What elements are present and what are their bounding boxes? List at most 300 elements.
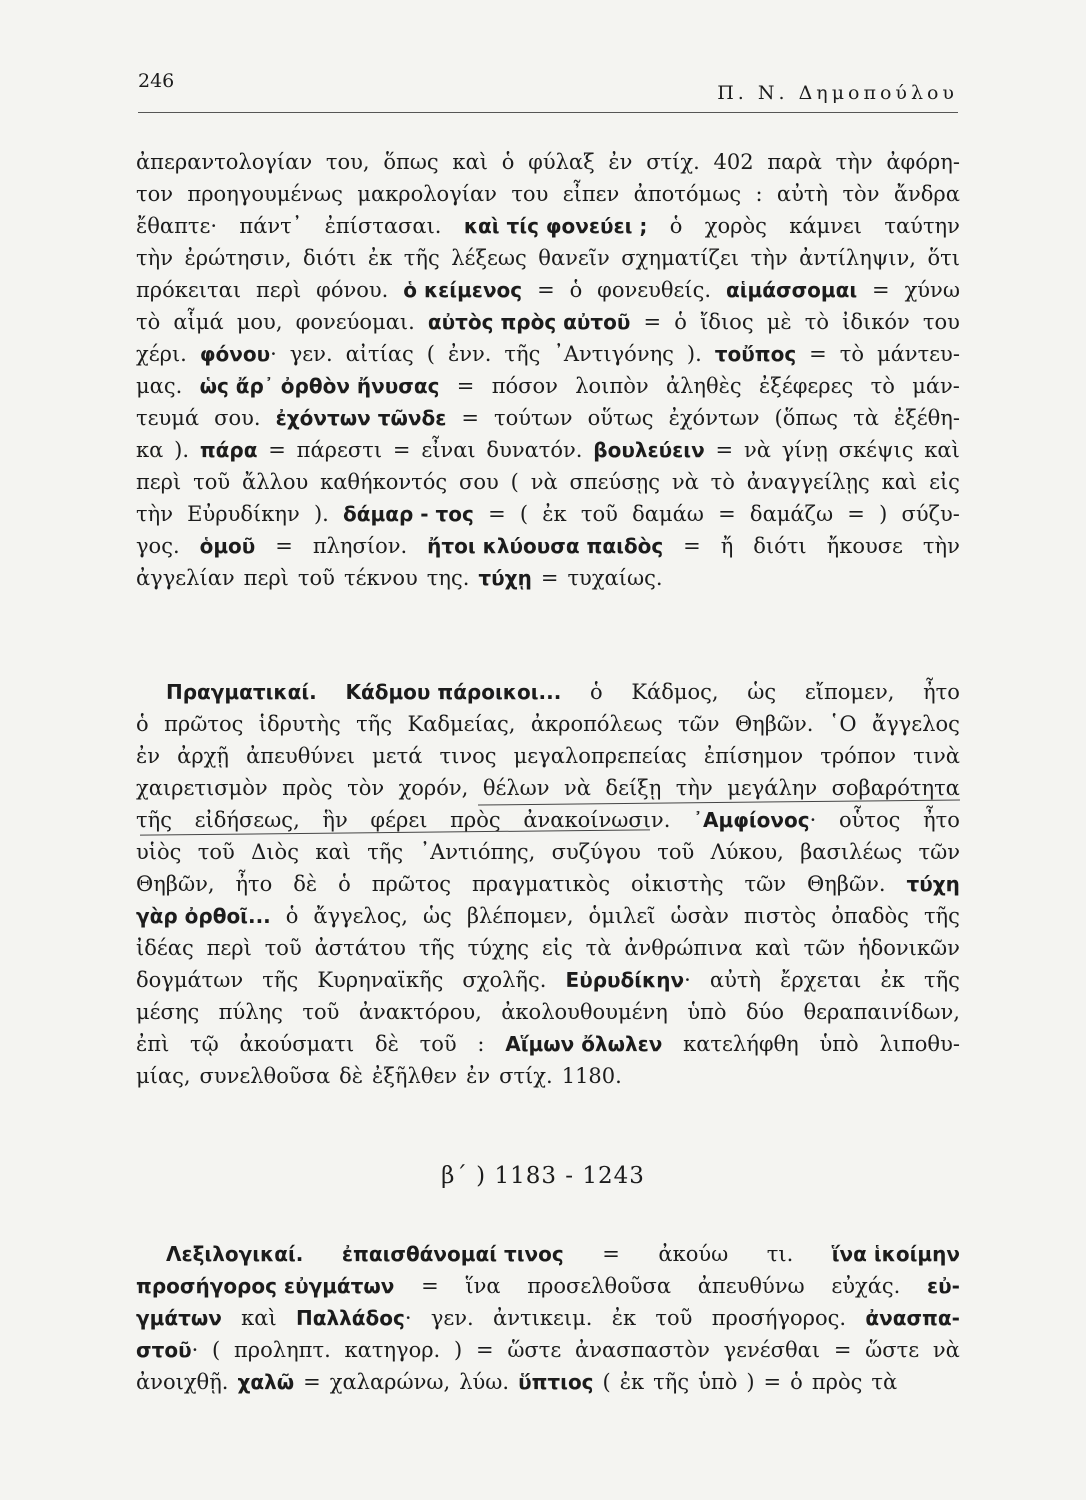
word: = (833, 1338, 852, 1362)
word: ἤτοι κλύουσα παιδὸς (427, 534, 664, 558)
word: δάμαρ - τος (343, 502, 474, 526)
word: ἐξέφερες (759, 374, 854, 398)
word: πρὸς (811, 1370, 863, 1394)
word: της. (426, 566, 470, 590)
word: σου (459, 470, 499, 494)
word: γίνῃ (781, 438, 828, 462)
word: τοῦ (657, 840, 695, 864)
word: προσελθοῦσα (527, 1274, 672, 1298)
word: μας. (136, 374, 183, 398)
word: τυχαίως. (567, 566, 663, 590)
word: τοῦ (193, 470, 231, 494)
word: τοὔπος (714, 342, 797, 366)
word: ἵνα ἱκοίμην (831, 1242, 960, 1266)
text-line (136, 708, 960, 740)
word: κατηγορ. (344, 1338, 441, 1362)
word: εἰς (541, 936, 573, 960)
word: = (872, 278, 890, 302)
word: δείξῃ (605, 776, 662, 800)
word: βλέπομεν, (466, 904, 574, 928)
word: τι. (766, 1242, 794, 1266)
word: στίχ. (499, 1064, 553, 1088)
word: φόνου. (316, 278, 389, 302)
word: ὁ (669, 214, 683, 238)
word: τὴν (750, 246, 788, 270)
word: τὸν (842, 182, 880, 206)
word: ἀρχῇ (177, 744, 229, 768)
word: ἤ (720, 534, 734, 558)
word: σοβαρότητα (831, 776, 960, 800)
word: = (602, 1242, 620, 1266)
word: καὶ (452, 150, 488, 174)
word: προηγουμένως (187, 182, 343, 206)
word: πρῶτος (371, 872, 452, 896)
text-line (136, 1060, 960, 1092)
word: γενέσθαι (723, 1338, 821, 1362)
word: του (511, 182, 549, 206)
word: σχηματίζει (621, 246, 740, 270)
word: ἀνασπα- (865, 1306, 960, 1330)
text-line (136, 210, 960, 242)
paragraph-pragmatikai (136, 676, 960, 1092)
word: Κάδμος, (631, 680, 719, 704)
word: δογμάτων (136, 968, 244, 992)
word: = (475, 1338, 494, 1362)
word: ἀστάτου (314, 936, 406, 960)
word: ἀποτόμως (633, 182, 742, 206)
running-header (138, 68, 958, 113)
word: : (477, 1032, 485, 1056)
word: ὁ (136, 712, 149, 736)
text-line (136, 274, 960, 306)
word: Εὐρυδίκην (187, 502, 300, 526)
word: πάρα (199, 438, 258, 462)
word: τῆς (923, 904, 960, 928)
word: κα (136, 438, 164, 462)
text-line (136, 1334, 960, 1366)
word: μεγαλοπρεπείας (513, 744, 687, 768)
word: δὲ (339, 1064, 364, 1088)
word: ἐχόντων τῶνδε (275, 406, 447, 430)
word: σχολῆς. (462, 968, 547, 992)
word: οὕτως (587, 406, 654, 430)
text-line (136, 932, 960, 964)
word: τρόπον (820, 744, 897, 768)
word: ἱδρυτὴς (258, 712, 341, 736)
word: καὶ (881, 470, 918, 494)
word: ἀντίληψιν, (799, 246, 916, 270)
word: μάν- (912, 374, 960, 398)
word: φονευθείς. (597, 278, 712, 302)
word: τῶν (803, 936, 846, 960)
word: μέσης (136, 1000, 200, 1024)
word: ἐπαισθάνομαί τινος (341, 1242, 564, 1266)
word: (ὅπως (774, 406, 839, 430)
word: καὶ (241, 1306, 277, 1330)
word: εὐ- (926, 1274, 960, 1298)
word: ἄνδρα (893, 182, 960, 206)
word: πρῶτος (164, 712, 244, 736)
word: = (268, 438, 286, 462)
word: εἰδήσεως, (194, 808, 300, 832)
word: ὁ (674, 310, 687, 334)
word: ἀληθὲς (665, 374, 742, 398)
word: = (488, 502, 506, 526)
text-line (136, 1238, 960, 1270)
word: στίχ. (646, 150, 700, 174)
word: ὑπὸ (819, 1032, 859, 1056)
word: φόνου· (199, 342, 277, 366)
word: πρόκειται (136, 278, 242, 302)
word: λέξεως (451, 246, 527, 270)
word: Κυρηναϊκῆς (317, 968, 444, 992)
paragraph-commentary (136, 146, 960, 594)
word: ὡς ἄρ᾽ ὀρθὸν ἤνυσας (199, 374, 440, 398)
word: = (683, 534, 701, 558)
word: πρὸς (450, 808, 501, 832)
word: καὶ (315, 840, 351, 864)
word: τὸ (136, 310, 161, 334)
word: τῆς (262, 968, 299, 992)
word: τοῦ (655, 1306, 693, 1330)
word: ὁ (285, 904, 299, 928)
word: ὡς (747, 680, 777, 704)
word: ἐρώτησιν, (184, 246, 292, 270)
word: πιστὸς (743, 904, 817, 928)
word: τῶν (918, 840, 960, 864)
section-heading: β΄ ) 1183 - 1243 (441, 1163, 645, 1189)
word: ἴδιος (700, 310, 754, 334)
word: ὡς (422, 904, 452, 928)
word: φύλαξ (528, 150, 595, 174)
text-line (136, 370, 960, 402)
word: ὀπαδὸς (831, 904, 909, 928)
word: χορὸς (704, 214, 767, 238)
word: ὁμιλεῖ (588, 904, 656, 928)
word: ἦτο (923, 808, 960, 832)
text-line (136, 306, 960, 338)
word: ἄλλου (242, 470, 309, 494)
word: αἱμάσσομαι (726, 278, 858, 302)
word: γεν. (430, 1306, 474, 1330)
word: ( (602, 1370, 611, 1394)
word: μακρολογίαν (357, 182, 497, 206)
word: Διὸς (251, 840, 299, 864)
text-line (136, 562, 960, 594)
word: τὸ (839, 342, 864, 366)
word: σπεύσῃς (569, 470, 660, 494)
word: ὁ (338, 872, 351, 896)
word: μίας, (136, 1064, 191, 1088)
word: ἐν (136, 744, 161, 768)
word: ἵνα (465, 1274, 501, 1298)
word: τῆς (418, 936, 455, 960)
word: χαλῶ (237, 1370, 295, 1394)
word: εἶναι (421, 438, 476, 462)
word: καθήκοντός (320, 470, 448, 494)
word: ( (426, 342, 435, 366)
word: ὅπως (383, 150, 439, 174)
text-line (136, 740, 960, 772)
word: ἐκ (542, 502, 567, 526)
word: τύχη (906, 872, 960, 896)
word: θέλων (482, 776, 550, 800)
text-line (136, 242, 960, 274)
word: ἦτο (923, 680, 960, 704)
word: ἔρχεται (780, 968, 862, 992)
word: = (537, 278, 555, 302)
word: περὶ (255, 278, 302, 302)
word: γὰρ ὀρθοῖ... (136, 904, 271, 928)
word: στοῦ· (136, 1338, 199, 1362)
word: τῷ (190, 1032, 219, 1056)
word: δαμάζω (749, 502, 834, 526)
word: Θηβῶν. (807, 872, 886, 896)
text-line (136, 146, 960, 178)
word: εἴπομεν, (804, 680, 895, 704)
word: φονεύομαι. (295, 310, 415, 334)
word: ἤκουσε (826, 534, 903, 558)
word: τύχῃ (478, 566, 532, 590)
word: ἰδικόν (842, 310, 910, 334)
word: σύζυ- (901, 502, 960, 526)
word: Πραγματικαί. (166, 680, 317, 704)
word: εἰς (929, 470, 960, 494)
word: δὲ (293, 872, 318, 896)
word: τευμά (136, 406, 200, 430)
word: πραγματικὸς (472, 872, 611, 896)
word: συζύγου (551, 840, 641, 864)
word: ἐνν. (447, 342, 492, 366)
word: ) (746, 1370, 755, 1394)
word: πάρεστι (296, 438, 383, 462)
word: ἐξῆλθεν (372, 1064, 458, 1088)
word: δύο (745, 1000, 785, 1024)
word: περὶ (206, 936, 252, 960)
word: ὁμοῦ (199, 534, 256, 558)
word: τὴν (835, 150, 873, 174)
word: τὰ (585, 936, 612, 960)
word: τῆς (923, 968, 960, 992)
word: ἣν (322, 808, 348, 832)
word: νὰ (564, 776, 591, 800)
word: Αἵμων ὄλωλεν (505, 1032, 663, 1056)
word: ᾽Αντιγόνης (553, 342, 674, 366)
word: ταύτην (884, 214, 960, 238)
word: αἷμά (173, 310, 224, 334)
word: ἀκολουθουμένη (501, 1000, 668, 1024)
word: = (392, 438, 411, 462)
word: μάντευ- (876, 342, 960, 366)
word: ἀνακοίνωσιν. (523, 808, 671, 832)
word: εὐχάς. (831, 1274, 901, 1298)
word: ἀφόρη- (886, 150, 960, 174)
word: τῆς (367, 840, 404, 864)
word: νὰ (671, 470, 699, 494)
word: τοῦ (264, 936, 302, 960)
word: = (540, 566, 559, 590)
word: παρὰ (767, 150, 822, 174)
word: λύω. (459, 1370, 510, 1394)
word: διότι (753, 534, 807, 558)
word: ὕπτιος (518, 1370, 594, 1394)
word: ( (510, 470, 519, 494)
word: τοῦ (580, 502, 618, 526)
word: ἐκ (880, 968, 905, 992)
word: μὲ (766, 310, 792, 334)
word: ὥστε (865, 1338, 920, 1362)
word: τινὰ (913, 744, 960, 768)
word: χέρι. (136, 342, 187, 366)
word: ( (519, 502, 529, 526)
text-line (136, 1028, 960, 1060)
word: ἔθαπτε· (136, 214, 218, 238)
word: του (922, 310, 960, 334)
word: ἦτο (235, 872, 273, 896)
word: τὴν (136, 246, 173, 270)
word: τὸ (804, 310, 830, 334)
text-line (136, 900, 960, 932)
word: συνελθοῦσα (199, 1064, 331, 1088)
word: καὶ (755, 936, 791, 960)
word: Θηβῶν. (734, 712, 814, 736)
word: ἐν (466, 1064, 491, 1088)
word: φέρει (370, 808, 428, 832)
text-line (136, 1366, 960, 1398)
word: χύνω (904, 278, 960, 302)
word: σκέψις (838, 438, 914, 462)
word: τῆς (356, 712, 393, 736)
word: του, (325, 150, 370, 174)
text-line (136, 530, 960, 562)
word: = (456, 374, 475, 398)
word: κάμνει (789, 214, 863, 238)
word: τῆς (504, 342, 541, 366)
word: τὸ (710, 470, 735, 494)
word: τοῦ (197, 840, 235, 864)
word: βουλεύειν (593, 438, 705, 462)
word: ἐχόντων (668, 406, 760, 430)
word: πλησίον. (312, 534, 408, 558)
word: ἀνακτόρου, (358, 1000, 482, 1024)
word: ὁ (501, 150, 515, 174)
word: προσήγορος εὐγμάτων (136, 1274, 395, 1298)
word: ἀπευθύνει (246, 744, 355, 768)
word: λιποθυ- (879, 1032, 960, 1056)
word: ἀκούσματι (239, 1032, 355, 1056)
word: ἀνθρώπινα (624, 936, 743, 960)
word: = (847, 502, 865, 526)
word: ἀπεραντολογίαν (136, 150, 313, 174)
word: τὸ (870, 374, 895, 398)
word: αὐτὸς πρὸς αὐτοῦ (427, 310, 631, 334)
word: = (421, 1274, 439, 1298)
word: τῆς (653, 1370, 690, 1394)
word: ἀκούω (658, 1242, 729, 1266)
word: τὴν (136, 502, 173, 526)
word: προληπτ. (233, 1338, 331, 1362)
word: δαμάω (632, 502, 704, 526)
word: χαλαρώνω, (329, 1370, 451, 1394)
word: ἀγγελίαν (136, 566, 235, 590)
word: νὰ (743, 438, 771, 462)
word: πρὸς (282, 776, 333, 800)
word: ᾽Αντιόπης, (419, 840, 536, 864)
word: τῶν (744, 872, 787, 896)
word: τούτων (494, 406, 573, 430)
word: Εὐρυδίκην· (565, 968, 691, 992)
word: τὴν (675, 776, 713, 800)
word: πύλης (218, 1000, 283, 1024)
word: ῾Ο (828, 712, 857, 736)
word: τῆς (403, 246, 440, 270)
word: τοῦ (297, 566, 335, 590)
word: ἐξέθη- (893, 406, 960, 430)
text-line (136, 402, 960, 434)
word: ἐκ (367, 246, 393, 270)
text-line (136, 836, 960, 868)
word: ὅτι (927, 246, 960, 270)
word: μετά (372, 744, 423, 768)
word: εἶπεν (562, 182, 620, 206)
word: ὡσὰν (670, 904, 729, 928)
word: = (461, 406, 479, 430)
word: ὑπὸ (687, 1000, 727, 1024)
word: ἐπὶ (136, 1032, 170, 1056)
word: πάντ᾽ (239, 214, 303, 238)
word: τὴν (922, 534, 960, 558)
word: Θηβῶν, (136, 872, 215, 896)
text-line (136, 676, 960, 708)
word: αὐτὴ (776, 182, 829, 206)
running-title: Π. Ν. Δημοπούλου (717, 82, 958, 104)
word: διότι (302, 246, 357, 270)
word: ὁ κείμενος (403, 278, 523, 302)
word: ἐκ (611, 1306, 637, 1330)
text-line (136, 996, 960, 1028)
text-line (136, 338, 960, 370)
word: νὰ (530, 470, 558, 494)
word: ὁ (790, 1370, 803, 1394)
word: ἀκροπόλεως (530, 712, 663, 736)
word: ) (879, 502, 888, 526)
text-line (136, 1302, 960, 1334)
paragraph-lexilogikai (136, 1238, 960, 1398)
word: θανεῖν (538, 246, 610, 270)
word: = (643, 310, 662, 334)
word: 1180. (561, 1064, 622, 1088)
word: τινος (439, 744, 497, 768)
word: ). (174, 438, 189, 462)
word: τῶν (678, 712, 720, 736)
word: ἰδέας (136, 936, 194, 960)
word: δυνατόν. (486, 438, 583, 462)
word: τὰ (853, 406, 879, 430)
word: ᾽Αμφίονος· (693, 808, 817, 832)
word: κατελήφθη (683, 1032, 799, 1056)
word: ἄγγελος (872, 712, 960, 736)
word: ἐκ (619, 1370, 645, 1394)
word: βασιλέως (800, 840, 903, 864)
word: ἀνασπαστὸν (575, 1338, 710, 1362)
word: οὗτος (838, 808, 901, 832)
text-line (136, 868, 960, 900)
word: Λύκου, (710, 840, 784, 864)
word: δὲ (375, 1032, 399, 1056)
word: τῆς (136, 808, 172, 832)
text-line (136, 964, 960, 996)
word: ἐν (608, 150, 633, 174)
